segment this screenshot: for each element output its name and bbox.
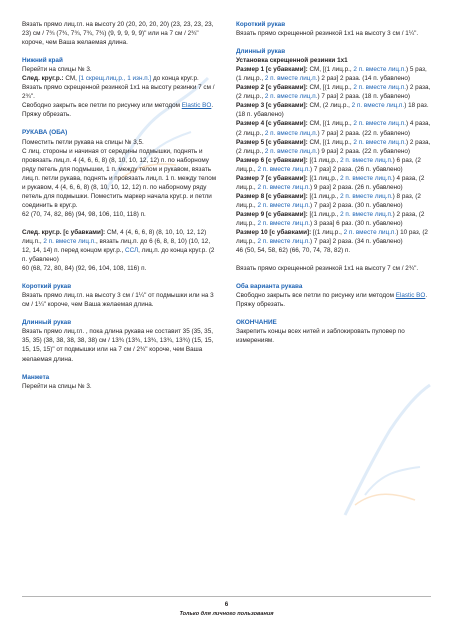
sleeves-count: 62 (70, 74, 82, 86) (94, 98, 106, 110, 118) п. (22, 210, 146, 218)
size-2-instruction: Размер 2 [с убавками]: СМ, [(1 лиц.р., 2 п. вместе лиц.п.) 2 раза, (2 лиц.р., 2 п. вместе лиц.п.) 7 раз] 2 раза. (18 п. убавлено) (236, 84, 431, 101)
both-bindoff: Свободно закрыть все петли по рисунку или методом Elastic BO. (236, 292, 428, 300)
long-cuff-total: 46 (50, 54, 58, 62) (66, 70, 74, 78, 82) п. (236, 247, 351, 255)
hem-round-label: След. круг.р.: (22, 75, 64, 83)
section-title-long-sleeve-cuff: Длинный рукав (236, 48, 286, 56)
k2tog-term: 2 п. вместе лиц.п. (43, 237, 96, 245)
hem-bindoff: Свободно закрыть все петли по рисунку или методом Elastic BO. (22, 102, 214, 110)
hem-round: След. круг.р.: СМ, [1 скрещ.лиц.р., 1 изн.п.] до конца круг.р. (22, 75, 199, 83)
bird-watermark-right (330, 375, 440, 525)
finishing-text: Закрепить концы всех нитей и заблокировать пуловер по измерениям. (236, 328, 405, 345)
sleeves-decrease: След. круг.р. [с убавками]: СМ, 4 (4, 6, 6, 8) (8, 10, 10, 12, 12) лиц.п., 2 п. вместе лиц.п., вязать лиц.п. до 6 (6, 8, 8, 10) (10, 12, 12, 14, 14) п. перед концом круг.р., ССЛ, лиц.п. до конца круг.р. (2 п. убавлено) (22, 228, 215, 264)
page-number: 6 (224, 601, 229, 608)
section-title-both-sleeves: Оба варианта рукава (236, 283, 303, 291)
section-title-short-sleeve-cuff: Короткий рукав (236, 21, 286, 28)
section-title-sleeves: РУКАВА (ОБА) (22, 129, 68, 137)
section-title-cuff: Манжета (22, 373, 50, 381)
short-sleeve-text: Вязать прямо лиц.гл. на высоту 3 см / 1¼" от подмышки или на 3 см / 1¼" короче, чем Ваша желаемая длина. (22, 292, 214, 309)
both-cut: Пряжу обрезать. (236, 301, 286, 309)
decrease-round-label: След. круг.р. [с убавками]: (22, 228, 106, 236)
section-title-long-sleeve: Длинный рукав (22, 319, 72, 327)
elastic-bo-link-2[interactable]: Elastic BO (395, 292, 426, 300)
size-3-instruction: Размер 3 [с убавками]: СМ, (2 лиц.р., 2 п. вместе лиц.п.) 18 раз. (18 п. убавлено) (236, 102, 429, 119)
hem-needles: Перейти на спицы № 3. (22, 66, 92, 74)
cuff-text: Перейти на спицы № 3. (22, 382, 92, 390)
section-title-finishing: ОКОНЧАНИЕ (236, 319, 277, 327)
body-intro: Вязать прямо лиц.гл. на высоту 20 (20, 20, 20, 20) (23, 23, 23, 23, 23) см / 7¾ (7¾, 7¾, 7¾, 7¾) (9, 9, 9, 9, 9)" или на 7 см / 2¾" короче, чем Ваша желаемая длина. (22, 21, 214, 47)
sleeves-dec-count: 60 (68, 72, 80, 84) (92, 96, 104, 108, 116) п. (22, 265, 147, 273)
sleeves-pickup: С лиц. стороны и начиная от середины подмышки, поднять и провязать лиц.п. 4 (4, 6, 6, 8) (8, 10, 10, 12, 12) п. по наборному ряду петель для подмышки, 1 п. между телом и рукавом, вязать лиц.п. петли рукава, поднять и провязать лиц.п. 1 п. между телом и рукавом, 4 (4, 6, 6, 8) (8, 10, 10, 12, 12) п. по наборному ряду петель для подмышки. Поместить маркер начала круг.р. и петли соединить в круг.р. (22, 147, 217, 209)
short-cuff-text: Вязать прямо скрещенной резинкой 1х1 на высоту 3 см / 1¼". (236, 30, 419, 38)
sleeves-needles: Поместить петли рукава на спицы № 3,5. (22, 138, 144, 146)
footer-note: Только для личного пользования (179, 611, 274, 617)
long-sleeve-text: Вязать прямо лиц.гл. , пока длина рукава не составит 35 (35, 35, 35, 35) (38, 38, 38, 38, 38) см / 13¾ (13¾, 13¾, 13¾, 13¾) (15, 15, 15, 15, 15)" от подмышки или на 7 см / 2¾" короче, чем Ваша желаемая длина. (22, 328, 214, 363)
section-title-hem: Нижний край (22, 57, 63, 65)
size-1-instruction: Размер 1 [с убавками]: СМ, [(1 лиц.р., 2 п. вместе лиц.п.) 5 раз, (1 лиц.р., 2 п. вместе лиц.п.) 2 раз] 2 раза. (14 п. убавлено) (236, 66, 427, 83)
hem-rib: Вязать прямо скрещенной резинкой 1х1 на высоту резинки 7 см / 2¾". (22, 84, 215, 101)
size-5-instruction: Размер 5 [с убавками]: СМ, [(1 лиц.р., 2 п. вместе лиц.п.) 2 раза, (2 лиц.р., 2 п. вместе лиц.п.) 9 раз] 2 раза. (22 п. убавлено) (236, 138, 431, 155)
footer-divider (22, 596, 431, 597)
ssk-term: ССЛ (125, 247, 139, 255)
size-8-instruction: Размер 8 [с убавками]: [(1 лиц.р., 2 п. вместе лиц.п.) 8 раз, (2 лиц.р., 2 п. вместе лиц.п.) 7 раз] 2 раза. (30 п. убавлено) (236, 192, 421, 209)
twisted-rib-term: [1 скрещ.лиц.р., 1 изн.п.] (78, 75, 152, 83)
elastic-bo-link[interactable]: Elastic BO (181, 102, 212, 110)
long-cuff-rib: Вязать прямо скрещенной резинкой 1х1 на высоту 7 см / 2¾". (236, 265, 419, 273)
section-title-short-sleeve: Короткий рукав (22, 283, 72, 291)
size-9-instruction: Размер 9 [с убавками]: [(1 лиц.р., 2 п. вместе лиц.п.) 2 раза, (2 лиц.р., 2 п. вместе лиц.п.) 3 раза] 6 раз. (30 п. убавлено) (236, 210, 425, 227)
size-6-instruction: Размер 6 [с убавками]: [(1 лиц.р., 2 п. вместе лиц.п.) 6 раз, (2 лиц.р., 2 п. вместе лиц.п.) 7 раз] 2 раза. (26 п. убавлено) (236, 156, 421, 173)
rib-setup-subtitle: Установка скрещенной резинки 1х1 (236, 57, 348, 65)
size-7-instruction: Размер 7 [с убавками]: [(1 лиц.р., 2 п. вместе лиц.п.) 4 раза, (2 лиц.р., 2 п. вместе лиц.п.) 9 раз] 2 раза. (26 п. убавлено) (236, 174, 425, 191)
hem-cut: Пряжу обрезать. (22, 111, 72, 119)
size-4-instruction: Размер 4 [с убавками]: СМ, [(1 лиц.р., 2 п. вместе лиц.п.) 4 раза, (2 лиц.р., 2 п. вместе лиц.п.) 7 раз] 2 раза. (22 п. убавлено) (236, 120, 431, 137)
left-column (22, 20, 218, 391)
size-10-instruction: Размер 10 [с убавками]: [(1 лиц.р., 2 п. вместе лиц.п.) 10 раз, (2 лиц.р., 2 п. вместе лиц.п.) 7 раз] 2 раза. (34 п. убавлено) (236, 229, 428, 246)
right-column (236, 20, 434, 346)
